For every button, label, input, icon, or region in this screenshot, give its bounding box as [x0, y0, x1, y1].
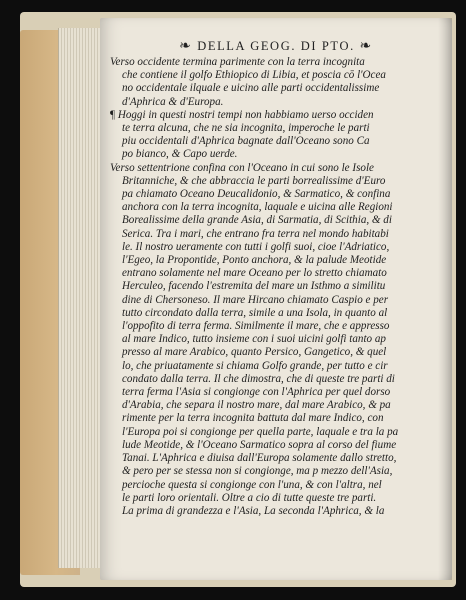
text-line: te terra alcuna, che ne sia incognita, imperoche le parti	[122, 122, 370, 135]
text-line: Serica. Tra i mari, che entrano fra terra nel mondo habitabi	[122, 227, 389, 240]
text-line: rimente per la terra incognita battuta dal mare Indico, con	[122, 412, 384, 425]
text-line: d'Aphrica & d'Europa.	[122, 95, 224, 108]
text-line: l'Europa poi si congionge per quella parte, laquale e tra la pa	[122, 425, 399, 438]
text-line: po bianco, & Capo uerde.	[122, 148, 238, 161]
book-page	[100, 18, 452, 580]
page-gutter-shadow	[438, 18, 452, 580]
text-line: condato dalla terra. Il che dimostra, che di queste tre parti di	[122, 372, 395, 385]
text-line: le parti loro orientali. Oltre a cio di tutte queste tre parti.	[122, 491, 377, 504]
fleuron-left-icon: ❧	[179, 39, 193, 54]
text-line: le. Il nostro ueramente con tutti i golfi suoi, cioe l'Adriatico,	[122, 240, 390, 253]
paragraph	[110, 56, 436, 109]
text-line: l'Egeo, la Propontide, Ponto anchora, & la palude Meotide	[122, 254, 387, 267]
text-line: pa chiamato Oceano Deucalidonio, & Sarmatico, & confina	[122, 188, 391, 201]
text-line: Verso settentrione confina con l'Oceano in cui sono le Isole	[110, 161, 374, 174]
text-line: & pero per se stessa non si congionge, ma p mezzo dell'Asia,	[122, 465, 393, 478]
text-line: anchora con la terra incognita, laquale e uicina alle Regioni	[122, 201, 393, 214]
fleuron-right-icon: ❧	[359, 39, 373, 54]
text-line: La prima di grandezza e l'Asia, La seconda l'Aphrica, & la	[122, 504, 385, 517]
text-line: d'Arabia, che separa il nostro mare, dal mare Arabico, & pa	[122, 399, 391, 412]
text-line: lude Meotide, & l'Oceano Sarmatico sopra al corso del fiume	[122, 438, 397, 451]
text-line: che contiene il golfo Ethiopico di Libia, et poscia cō l'Ocea	[122, 69, 386, 82]
body-text	[110, 56, 436, 518]
text-line: l'oppofito di terra ferma. Similmente il mare, che e appresso	[122, 320, 390, 333]
text-line: al mare Indico, tutto insieme con i suoi uicini golfi tanto ap	[122, 333, 386, 346]
text-line: tutto circondato dalla terra, simile a una Isola, in quanto al	[122, 306, 388, 319]
running-header	[100, 38, 452, 55]
text-line: Britanniche, & che abbraccia le parti borrealissime d'Euro	[122, 174, 386, 187]
paragraph	[110, 162, 436, 518]
text-line: terra ferma l'Asia si congionge con l'Aphrica per quel dorso	[122, 386, 391, 399]
text-line: piu occidentali d'Aphrica bagnate dall'Oceano sono Ca	[122, 135, 370, 148]
text-line: entrano solamente nel mare Oceano per lo stretto chiamato	[122, 267, 387, 280]
text-line	[110, 109, 436, 122]
text-line: dine di Chersoneso. Il mare Hircano chiamato Caspio e per	[122, 293, 389, 306]
running-header-title: DELLA GEOG. DI PTO.	[197, 39, 355, 53]
text-line: Tanai. L'Aphrica e diuisa dall'Europa solamente dallo stretto,	[122, 452, 397, 465]
text-line: percioche questa si congionge con l'una, & con l'altra, nel	[122, 478, 382, 491]
text-line-content: Hoggi in questi nostri tempi non habbiamo uerso occiden	[117, 108, 374, 121]
text-line: presso al mare Arabico, quanto Persico, Gangetico, & quel	[122, 346, 387, 359]
text-line: Herculeo, facendo l'estremita del mare un Isthmo a similitu	[122, 280, 386, 293]
paragraph	[110, 109, 436, 162]
text-line: no occidentale ilquale e uicino alle parti occidentalissime	[122, 82, 380, 95]
text-line: lo, che priuatamente si chiama Golfo grande, per tutto e cir	[122, 359, 388, 372]
text-line: Borealissime della grande Asia, di Sarmatia, di Scithia, & di	[122, 214, 392, 227]
text-line: Verso occidente termina parimente con la terra incognita	[110, 56, 365, 68]
pilcrow-icon: ¶	[110, 108, 116, 121]
